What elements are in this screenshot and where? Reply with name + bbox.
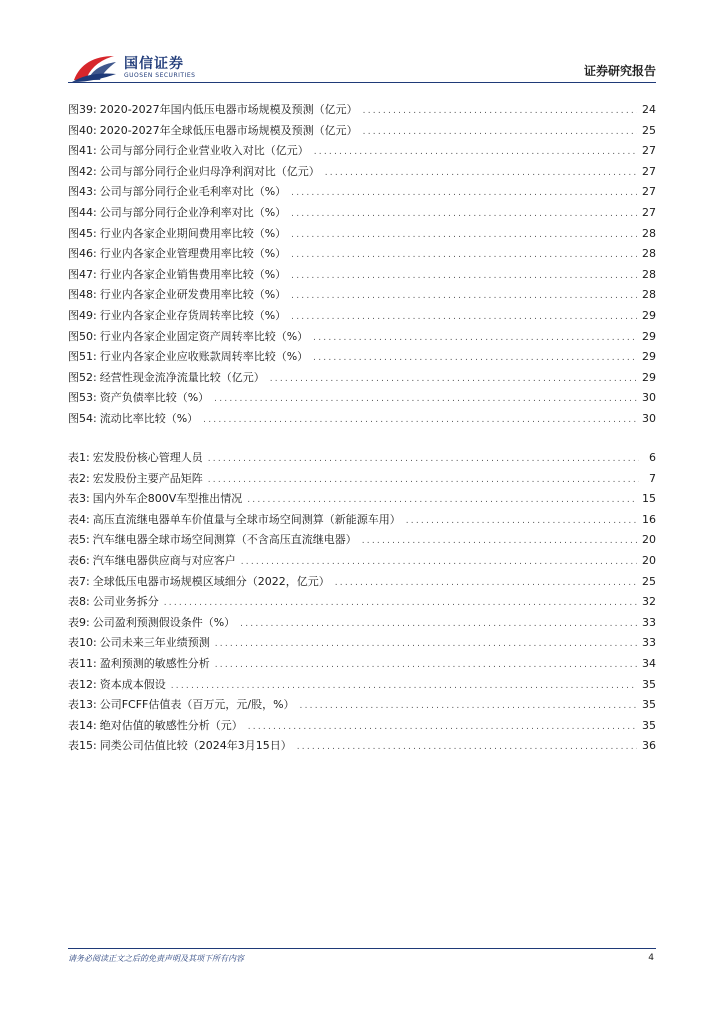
toc-entry-label: 图42: <box>68 164 97 178</box>
toc-entry-label: 图41: <box>68 144 97 158</box>
figure-toc-entry[interactable] <box>68 225 656 246</box>
toc-leader-dots <box>247 495 637 505</box>
guosen-logo <box>70 50 210 86</box>
toc-entry-title: 绝对估值的敏感性分析（元） <box>99 718 243 732</box>
toc-entry-page: 30 <box>642 391 656 405</box>
toc-leader-dots <box>363 127 637 137</box>
toc-entry-title: 公司盈利预测假设条件（%） <box>92 615 236 629</box>
toc-leader-dots <box>215 639 637 649</box>
toc-entry-label: 表9: <box>68 615 90 629</box>
toc-entry-page: 27 <box>642 185 656 199</box>
toc-leader-dots <box>313 333 637 343</box>
figure-toc-entry[interactable] <box>68 122 656 143</box>
toc-entry-label: 表10: <box>68 636 97 650</box>
toc-entry-label: 图49: <box>68 308 97 322</box>
toc-entry-title: 高压直流继电器单车价值量与全球市场空间测算（新能源车用） <box>92 512 401 526</box>
toc-entry-title: 行业内各家企业管理费用率比较（%） <box>99 247 287 261</box>
toc-entry-title: 行业内各家企业固定资产周转率比较（%） <box>99 329 309 343</box>
table-toc-entry[interactable] <box>68 490 656 511</box>
toc-leader-dots <box>291 271 637 281</box>
figure-toc-entry[interactable] <box>68 286 656 307</box>
toc-entry-label: 图40: <box>68 123 97 137</box>
table-toc-entry[interactable] <box>68 717 656 738</box>
toc-entry-title: 汽车继电器供应商与对应客户 <box>92 553 236 567</box>
toc-entry-label: 图48: <box>68 288 97 302</box>
figure-toc-entry[interactable] <box>68 348 656 369</box>
toc-entry-page: 25 <box>642 574 656 588</box>
toc-leader-dots <box>291 312 637 322</box>
toc-entry-page: 29 <box>642 329 656 343</box>
toc-entry-page: 34 <box>642 656 656 670</box>
toc-leader-dots <box>297 742 637 752</box>
toc-entry-label: 图45: <box>68 226 97 240</box>
figure-toc-entry[interactable] <box>68 369 656 390</box>
toc-entry-page: 29 <box>642 370 656 384</box>
page-number: 4 <box>648 953 654 963</box>
toc-leader-dots <box>203 415 637 425</box>
figure-toc-entry[interactable] <box>68 245 656 266</box>
figure-toc-entry[interactable] <box>68 307 656 328</box>
toc-leader-dots <box>314 147 637 157</box>
header-divider <box>68 82 656 83</box>
toc-entry-label: 表15: <box>68 739 97 753</box>
toc-leader-dots <box>248 722 637 732</box>
table-toc-entry[interactable] <box>68 531 656 552</box>
toc-leader-dots <box>171 681 637 691</box>
toc-entry-title: 公司与部分同行企业营业收入对比（亿元） <box>99 144 309 158</box>
footer-disclaimer: 请务必阅读正文之后的免责声明及其项下所有内容 <box>68 954 244 963</box>
toc-entry-title: 国内外车企800V车型推出情况 <box>92 492 243 506</box>
toc-entry-title: 资产负债率比较（%） <box>99 391 210 405</box>
toc-leader-dots <box>291 250 637 260</box>
toc-entry-title: 行业内各家企业期间费用率比较（%） <box>99 226 287 240</box>
toc-entry-page: 32 <box>642 595 656 609</box>
toc-leader-dots <box>313 353 637 363</box>
table-toc-entry[interactable] <box>68 676 656 697</box>
toc-leader-dots <box>208 454 639 464</box>
toc-entry-page: 15 <box>642 492 656 506</box>
toc-leader-dots <box>291 188 637 198</box>
toc-entry-label: 图53: <box>68 391 97 405</box>
table-toc-entry[interactable] <box>68 552 656 573</box>
toc-entry-title: 行业内各家企业研发费用率比较（%） <box>99 288 287 302</box>
toc-entry-page: 35 <box>642 718 656 732</box>
toc-entry-label: 表7: <box>68 574 90 588</box>
toc-entry-label: 图43: <box>68 185 97 199</box>
figure-toc-entry[interactable] <box>68 183 656 204</box>
toc-entry-page: 20 <box>642 533 656 547</box>
toc-entry-label: 图51: <box>68 350 97 364</box>
logo-cn-text: 国信证券 <box>124 56 184 72</box>
toc-entry-page: 6 <box>649 451 656 464</box>
toc-entry-label: 图46: <box>68 247 97 261</box>
toc-entry-page: 7 <box>649 471 656 485</box>
toc-entry-title: 资本成本假设 <box>99 677 166 691</box>
toc-leader-dots <box>214 394 637 404</box>
toc-entry-page: 28 <box>642 267 656 281</box>
toc-leader-dots <box>270 374 637 384</box>
toc-entry-title: 行业内各家企业应收账款周转率比较（%） <box>99 350 309 364</box>
toc-entry-page: 30 <box>642 411 656 425</box>
table-toc-entry[interactable] <box>68 737 656 758</box>
toc-entry-label: 表11: <box>68 656 97 670</box>
report-type: 证券研究报告 <box>583 64 656 78</box>
toc-leader-dots <box>291 209 637 219</box>
figure-toc-entry[interactable] <box>68 163 656 184</box>
toc-entry-title: 盈利预测的敏感性分析 <box>99 656 210 670</box>
toc-leader-dots <box>215 660 637 670</box>
toc-entry-label: 表3: <box>68 492 90 506</box>
toc-entry-label: 图52: <box>68 370 97 384</box>
toc-entry-page: 33 <box>642 615 656 629</box>
table-toc-entry[interactable] <box>68 696 656 717</box>
table-toc-entry[interactable] <box>68 449 656 470</box>
toc-entry-title: 行业内各家企业销售费用率比较（%） <box>99 267 287 281</box>
toc-entry-title: 同类公司估值比较（2024年3月15日） <box>99 739 292 753</box>
toc-entry-page: 36 <box>642 739 656 753</box>
toc-entry-label: 图50: <box>68 329 97 343</box>
toc-entry-label: 表6: <box>68 553 90 567</box>
toc-entry-page: 28 <box>642 247 656 261</box>
toc-entry-label: 表5: <box>68 533 90 547</box>
toc-leader-dots <box>335 578 637 588</box>
toc-leader-dots <box>363 106 637 116</box>
toc-entry-page: 27 <box>642 144 656 158</box>
toc-entry-page: 16 <box>642 512 656 526</box>
toc-leader-dots <box>362 536 637 546</box>
figure-list <box>68 101 656 431</box>
toc-entry-label: 表8: <box>68 595 90 609</box>
page-header <box>0 0 724 90</box>
toc-leader-dots <box>291 230 637 240</box>
toc-entry-label: 表12: <box>68 677 97 691</box>
toc-leader-dots <box>164 598 637 608</box>
figure-toc-entry[interactable] <box>68 410 656 431</box>
toc-entry-title: 公司未来三年业绩预测 <box>99 636 210 650</box>
table-toc-entry[interactable] <box>68 470 656 491</box>
toc-entry-label: 表13: <box>68 698 97 712</box>
toc-entry-title: 经营性现金流净流量比较（亿元） <box>99 370 265 384</box>
toc-entry-page: 29 <box>642 350 656 364</box>
toc-entry-page: 27 <box>642 205 656 219</box>
toc-entry-label: 表1: <box>68 451 90 464</box>
toc-leader-dots <box>240 619 637 629</box>
toc-entry-title: 宏发股份核心管理人员 <box>92 451 203 464</box>
table-toc-entry[interactable] <box>68 593 656 614</box>
figure-toc-entry[interactable] <box>68 204 656 225</box>
toc-entry-title: 公司与部分同行企业归母净利润对比（亿元） <box>99 164 320 178</box>
footer-divider <box>68 948 656 949</box>
toc-entry-title: 汽车继电器全球市场空间测算（不含高压直流继电器） <box>92 533 357 547</box>
table-toc-entry[interactable] <box>68 634 656 655</box>
toc-entry-label: 图44: <box>68 205 97 219</box>
toc-entry-label: 表14: <box>68 718 97 732</box>
toc-entry-title: 公司与部分同行企业毛利率对比（%） <box>99 185 287 199</box>
guosen-logo-icon <box>70 50 120 84</box>
toc-entry-title: 2020-2027年国内低压电器市场规模及预测（亿元） <box>99 103 358 116</box>
toc-leader-dots <box>291 291 637 301</box>
figure-toc-entry[interactable] <box>68 328 656 349</box>
toc-entry-title: 全球低压电器市场规模区域细分（2022，亿元） <box>92 574 330 588</box>
toc-entry-label: 图39: <box>68 103 97 116</box>
toc-entry-title: 宏发股份主要产品矩阵 <box>92 471 203 485</box>
toc-entry-page: 29 <box>642 308 656 322</box>
toc-entry-title: 行业内各家企业存货周转率比较（%） <box>99 308 287 322</box>
toc-entry-page: 25 <box>642 123 656 137</box>
toc-entry-page: 24 <box>642 103 656 116</box>
figure-toc-entry[interactable] <box>68 142 656 163</box>
toc-entry-label: 表4: <box>68 512 90 526</box>
table-toc-entry[interactable] <box>68 655 656 676</box>
toc-entry-title: 公司业务拆分 <box>92 595 159 609</box>
logo-en-text: GUOSEN SECURITIES <box>124 72 196 79</box>
table-toc-entry[interactable] <box>68 614 656 635</box>
toc-entry-page: 35 <box>642 698 656 712</box>
toc-leader-dots <box>241 557 637 567</box>
figure-toc-entry[interactable] <box>68 389 656 410</box>
figure-toc-entry[interactable] <box>68 101 656 122</box>
toc-entry-page: 28 <box>642 226 656 240</box>
table-toc-entry[interactable] <box>68 511 656 532</box>
toc-entry-page: 20 <box>642 553 656 567</box>
toc-leader-dots <box>300 701 637 711</box>
toc-entry-page: 35 <box>642 677 656 691</box>
toc-entry-title: 2020-2027年全球低压电器市场规模及预测（亿元） <box>99 123 358 137</box>
toc-leader-dots <box>406 516 637 526</box>
toc-leader-dots <box>208 475 639 485</box>
figure-toc-entry[interactable] <box>68 266 656 287</box>
toc-leader-dots <box>325 168 637 178</box>
toc-entry-label: 表2: <box>68 471 90 485</box>
table-list <box>68 449 656 758</box>
toc-entry-page: 28 <box>642 288 656 302</box>
toc-entry-label: 图47: <box>68 267 97 281</box>
toc-entry-title: 流动比率比较（%） <box>99 411 199 425</box>
toc-entry-label: 图54: <box>68 411 97 425</box>
table-toc-entry[interactable] <box>68 573 656 594</box>
toc-entry-title: 公司FCFF估值表（百万元，元/股，%） <box>99 698 295 712</box>
toc-entry-title: 公司与部分同行企业净利率对比（%） <box>99 205 287 219</box>
toc-entry-page: 33 <box>642 636 656 650</box>
toc-entry-page: 27 <box>642 164 656 178</box>
